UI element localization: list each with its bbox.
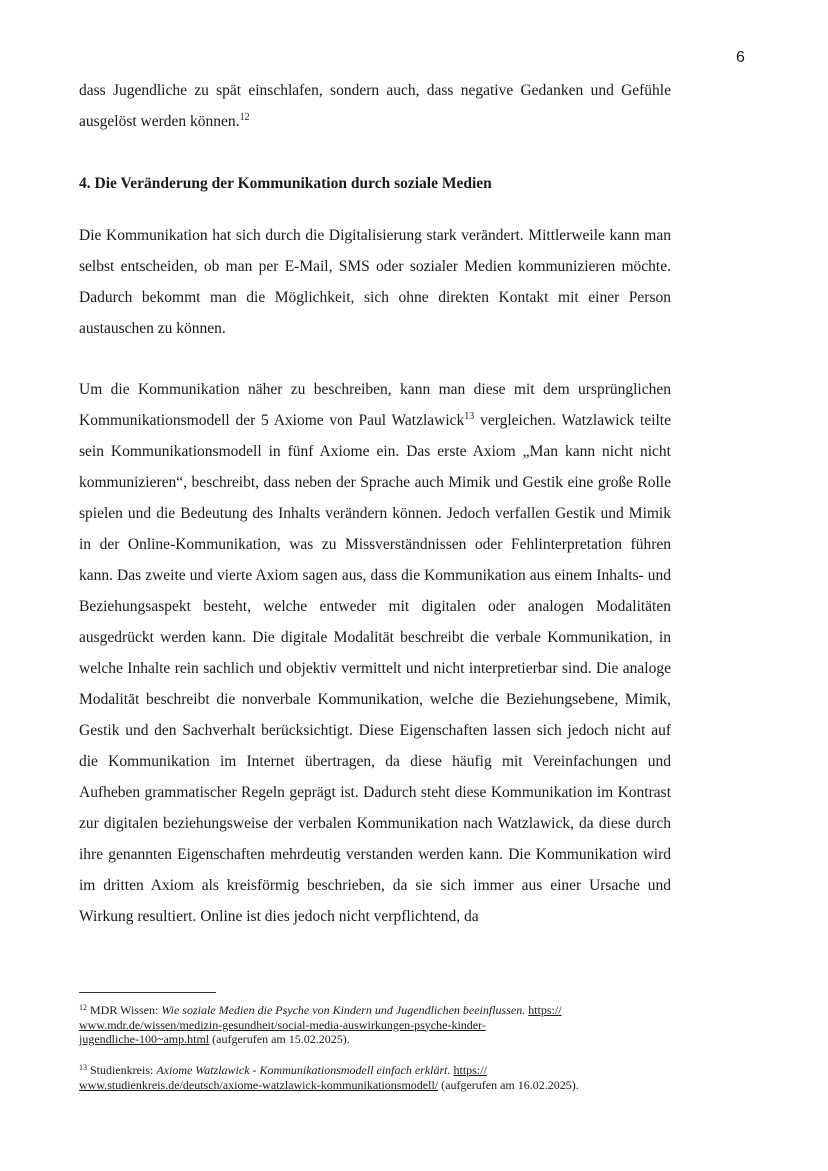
footnote-ref-12[interactable]: 12 bbox=[239, 112, 250, 123]
paragraph-2-text-after: vergleichen. Watzlawick teilte sein Kommunikationsmodell in fünf Axiome ein. Das erste Axiom „Man kann nicht nicht kommunizieren“, beschreibt, dass neben der Sprache auch Mimik und Gestik eine große Rolle spielen und die Bedeutung des Inhalts verändern können. Jedoch verfallen Gestik und Mimik in der Online-Kommunikation, was zu Missverständnissen oder Fehlinterpretation führen kann. Das zweite und vierte Axiom sagen aus, dass die Kommunikation aus einem Inhalts- und Beziehungsaspekt besteht, welche entweder mit digitalen oder analogen Modalitäten ausgedrückt werden kann. Die digitale Modalität beschreibt die verbale Kommunikation, in welche Inhalte rein sachlich und objektiv vermittelt und nicht interpretierbar sind. Die analoge Modalität beschreibt die nonverbale Kommunikation, welche die Beziehungsebene, Mimik, Gestik und den Sachverhalt berücksichtigt. Diese Eigenschaften lassen sich jedoch nicht auf die Kommunikation im Internet übertragen, da diese häufig mit Vereinfachungen und Aufheben grammatischer Regeln geprägt ist. Dadurch steht diese Kommunikation im Kontrast zur digitalen beziehungsweise der verbalen Kommunikation nach Watzlawick, da diese durch ihre genannten Eigenschaften mehrdeutig verstanden werden kann. Die Kommunikation wird im dritten Axiom als kreisförmig beschrieben, da sie sich immer aus einer Ursache und Wirkung resultiert. Online ist dies jedoch nicht verpflichtend, da bbox=[79, 412, 671, 925]
footnote-accessed: (aufgerufen am 15.02.2025). bbox=[209, 1032, 350, 1046]
paragraph-2-text-before: Um die Kommunikation näher zu beschreiben, kann man diese mit dem ursprünglichen Kommunikationsmodell der 5 Axiome von Paul Watzlawick bbox=[79, 381, 671, 429]
footnote-accessed: (aufgerufen am 16.02.2025). bbox=[438, 1077, 579, 1092]
footnote-12 bbox=[79, 1003, 679, 1047]
footnote-separator bbox=[79, 992, 216, 993]
footnote-number: 12 bbox=[79, 1003, 87, 1012]
footnote-source: MDR Wissen: bbox=[90, 1003, 162, 1017]
section-heading: 4. Die Veränderung der Kommunikation durch soziale Medien bbox=[79, 175, 492, 192]
footnote-13 bbox=[79, 1063, 679, 1092]
page-number: 6 bbox=[736, 49, 745, 66]
footnote-title: Wie soziale Medien die Psyche von Kindern und Jugendlichen beeinflussen. bbox=[161, 1003, 526, 1017]
paragraph-1 bbox=[79, 220, 671, 344]
footnote-link[interactable]: https:// www.studienkreis.de/deutsch/axiome-watzlawick-kommunikationsmodell/ bbox=[79, 1063, 487, 1092]
footnote-number: 13 bbox=[79, 1063, 87, 1072]
intro-paragraph bbox=[79, 75, 671, 137]
footnote-link[interactable]: https:// www.mdr.de/wissen/medizin-gesundheit/social-media-auswirkungen-psyche-kinder- jugendliche-100~amp.html bbox=[79, 1003, 562, 1046]
footnote-ref-13[interactable]: 13 bbox=[464, 411, 475, 422]
paragraph-1-text: Die Kommunikation hat sich durch die Digitalisierung stark verändert. Mittlerweile kann man selbst entscheiden, ob man per E-Mail, SMS oder sozialer Medien kommunizieren möchte. Dadurch bekommt man die Möglichkeit, sich ohne direkten Kontakt mit einer Person austauschen zu können. bbox=[79, 227, 671, 337]
footnote-title: Axiome Watzlawick - Kommunikationsmodell einfach erklärt. bbox=[156, 1063, 451, 1077]
footnote-source: Studienkreis: bbox=[90, 1063, 157, 1077]
intro-text: dass Jugendliche zu spät einschlafen, sondern auch, dass negative Gedanken und Gefühle ausgelöst werden können. bbox=[79, 82, 671, 130]
paragraph-2 bbox=[79, 374, 671, 932]
